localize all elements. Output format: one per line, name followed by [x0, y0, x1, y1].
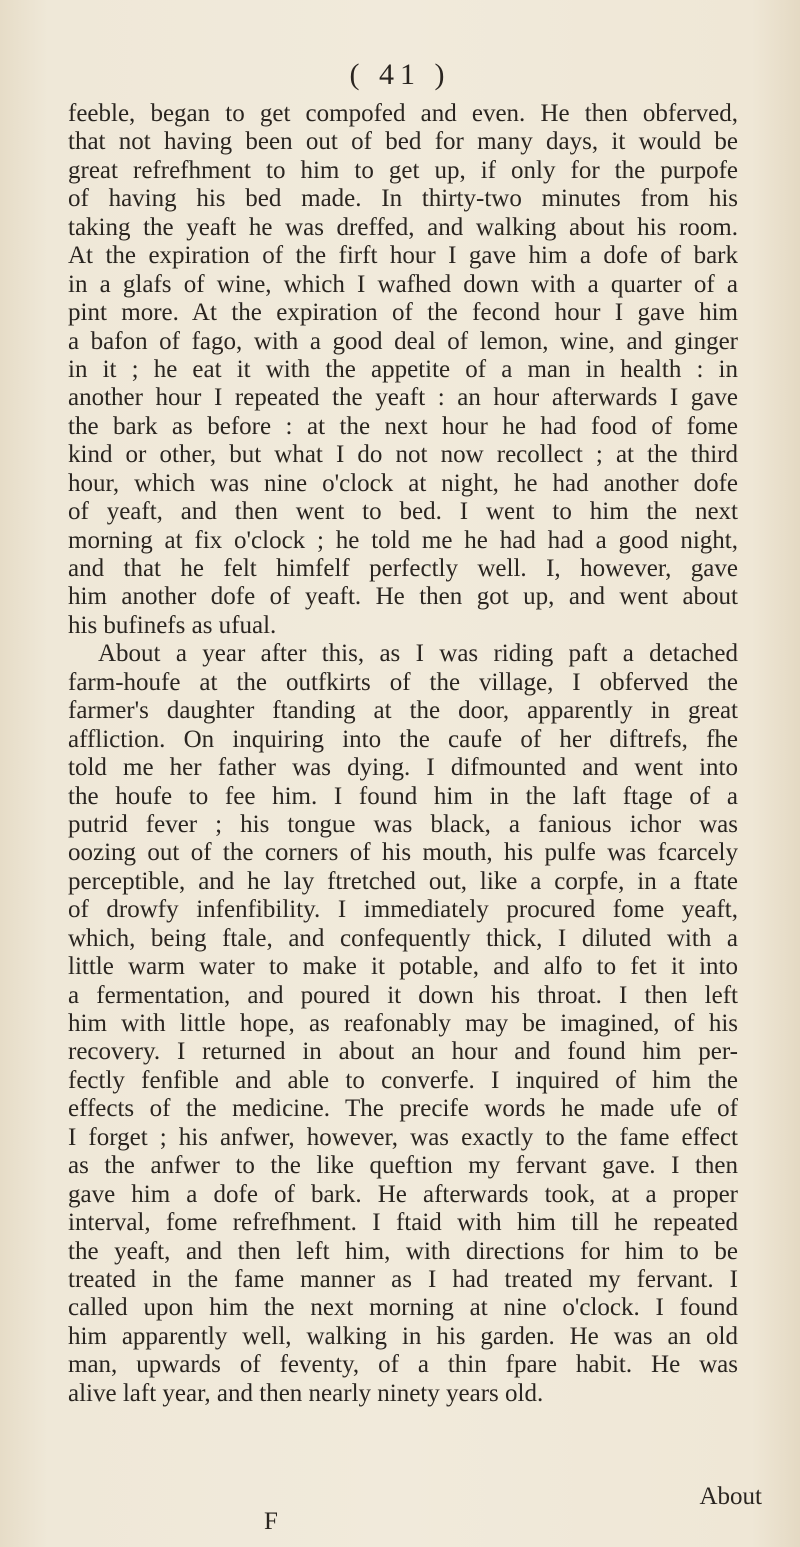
text-line: recovery. I returned in about an hour and found him per- — [68, 1038, 738, 1066]
text-line: man, upwards of feventy, of a thin fpare habit. He was — [68, 1351, 738, 1379]
text-line: the yeaft, and then left him, with directions for him to be — [68, 1237, 738, 1265]
text-line: that not having been out of bed for many days, it would be — [68, 128, 738, 156]
text-line: hour, which was nine o'clock at night, he had another dofe — [68, 469, 738, 497]
text-line: him apparently well, walking in his garden. He was an old — [68, 1322, 738, 1350]
text-line: called upon him the next morning at nine o'clock. I found — [68, 1294, 738, 1322]
text-line: and that he felt himfelf perfectly well. I, however, gave — [68, 555, 738, 582]
text-line: the bark as before : at the next hour he had food of fome — [68, 412, 738, 440]
text-line: feeble, began to get compofed and even. He then obferved, — [68, 100, 738, 127]
text-line: in a glafs of wine, which I wafhed down with a quarter of a — [68, 270, 738, 298]
text-line: effects of the medicine. The precife words he made ufe of — [68, 1095, 738, 1123]
text-line: of having his bed made. In thirty-two minutes from his — [68, 185, 738, 213]
text-line: of drowfy infenfibility. I immediately procured fome yeaft, — [68, 896, 738, 924]
text-line: him another dofe of yeaft. He then got up, and went about — [68, 583, 738, 611]
text-line: in it ; he eat it with the appetite of a man in health : in — [68, 355, 738, 383]
catchword: About — [699, 1483, 762, 1510]
text-line: putrid fever ; his tongue was black, a fanious ichor was — [68, 810, 738, 838]
text-line: fectly fenfible and able to converfe. I inquired of him the — [68, 1066, 738, 1094]
page-number: ( 41 ) — [349, 58, 451, 91]
text-line: the houfe to fee him. I found him in the laft ftage of a — [68, 782, 738, 810]
text-line: him with little hope, as reafonably may be imagined, of his — [68, 1010, 738, 1037]
text-line: told me her father was dying. I difmounted and went into — [68, 754, 738, 782]
text-line: affliction. On inquiring into the caufe of her diftrefs, fhe — [68, 725, 738, 753]
text-line: I forget ; his anfwer, however, was exactly to the fame effect — [68, 1123, 738, 1151]
text-line: gave him a dofe of bark. He afterwards took, at a proper — [68, 1180, 738, 1208]
text-line: a fermentation, and poured it down his throat. I then left — [68, 981, 738, 1009]
signature-mark: F — [264, 1508, 278, 1535]
text-line: as the anfwer to the like queftion my fervant gave. I then — [68, 1152, 738, 1180]
body-text — [68, 100, 738, 1408]
text-line: oozing out of the corners of his mouth, his pulfe was fcarcely — [68, 839, 738, 867]
text-line: farmer's daughter ftanding at the door, apparently in great — [68, 697, 738, 725]
text-line: About a year after this, as I was riding paft a detached — [98, 640, 738, 668]
text-line: interval, fome refrefhment. I ftaid with him till he repeated — [68, 1209, 738, 1237]
paragraph-2 — [68, 640, 738, 1408]
text-line: At the expiration of the firft hour I gave him a dofe of bark — [68, 242, 738, 270]
text-line: alive laft year, and then nearly ninety years old. — [68, 1379, 544, 1407]
text-line: taking the yeaft he was dreffed, and walking about his room. — [68, 213, 738, 241]
text-line: of yeaft, and then went to bed. I went to him the next — [68, 498, 738, 526]
paragraph-1 — [68, 100, 738, 640]
text-line: kind or other, but what I do not now recollect ; at the third — [68, 441, 738, 469]
text-line: another hour I repeated the yeaft : an hour afterwards I gave — [68, 384, 738, 412]
text-line: treated in the fame manner as I had treated my fervant. I — [68, 1265, 738, 1293]
text-line: morning at fix o'clock ; he told me he had had a good night, — [68, 526, 738, 554]
text-line: his bufinefs as ufual. — [68, 611, 277, 639]
text-line: little warm water to make it potable, and alfo to fet it into — [68, 953, 738, 981]
text-line: a bafon of fago, with a good deal of lemon, wine, and ginger — [68, 327, 738, 355]
text-line: perceptible, and he lay ftretched out, like a corpfe, in a ftate — [68, 867, 738, 895]
text-line: farm-houfe at the outfkirts of the village, I obferved the — [68, 668, 738, 696]
text-line: which, being ftale, and confequently thick, I diluted with a — [68, 924, 738, 952]
text-line: great refrefhment to him to get up, if only for the purpofe — [68, 156, 738, 184]
text-line: pint more. At the expiration of the fecond hour I gave him — [68, 299, 738, 327]
